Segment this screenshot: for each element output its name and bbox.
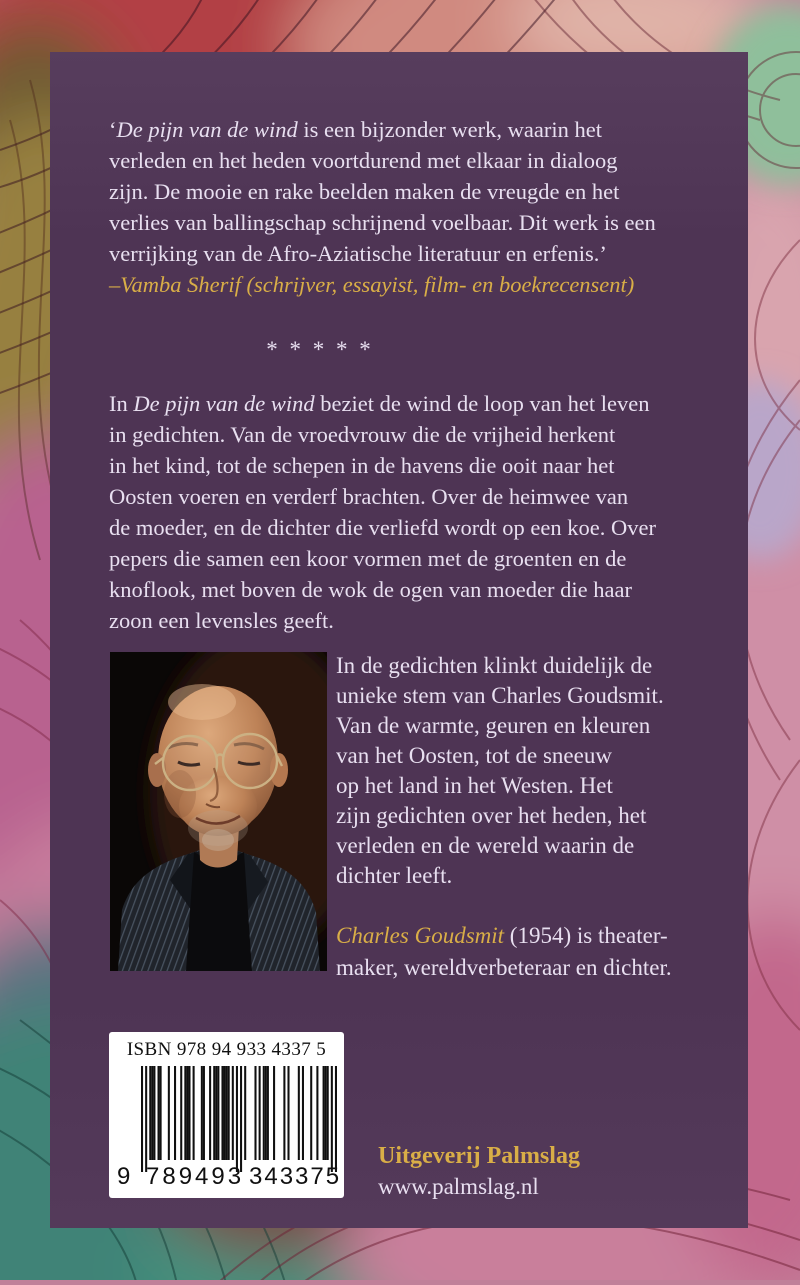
barcode-digits-right: 343375 [249, 1163, 342, 1190]
about-author-text: In de gedichten klinkt duidelijk de unieke stem van Charles Goudsmit. Van de warmte, geuren en kleuren van het Oosten, tot de sneeuw op het land in het Westen. Het zijn gedichten over het heden, het verleden en de wereld waarin de dichter leeft. [336, 653, 664, 888]
isbn-label: ISBN 978 94 933 4337 5 [126, 1039, 327, 1060]
author-photo [110, 652, 327, 971]
synopsis-text: In De pijn van de wind beziet de wind de loop van het leven in gedichten. Van de vroedvrouw die de vrijheid herkent in het kind, tot de schepen in de havens die ooit naar het Oosten voeren en verderf brachten. Over de heimwee van de moeder, en de dichter die verliefd wordt op een koe. Over pepers die samen een koor vormen met de groenten en de knoflook, met boven de wok de ogen van moeder die haar zoon een levensles geeft. [109, 391, 656, 633]
stars-separator: * * * * * [266, 337, 374, 362]
publisher-url: www.palmslag.nl [378, 1174, 539, 1199]
back-cover-panel [50, 52, 748, 1228]
publisher-name: Uitgeverij Palmslag [378, 1143, 580, 1169]
isbn-box [109, 1032, 344, 1198]
barcode [141, 1066, 337, 1172]
barcode-digits-left: 789493 [146, 1163, 245, 1190]
review-quote: ‘De pijn van de wind is een bijzonder werk, waarin het verleden en het heden voortdurend met elkaar in dialoog zijn. De mooie en rake beelden maken de vreugde en het verlies van ballingschap schrijnend voelbaar. Dit werk is een verrijking van de Afro-Aziatische literatuur en erfenis.’ –Vamba Sherif (schrijver, essayist, film- en boekrecensent) [109, 117, 656, 297]
author-bio-text: Charles Goudsmit (1954) is theater- maker, wereldverbeteraar en dichter. [336, 923, 672, 980]
barcode-digit-prefix: 9 [117, 1163, 131, 1190]
